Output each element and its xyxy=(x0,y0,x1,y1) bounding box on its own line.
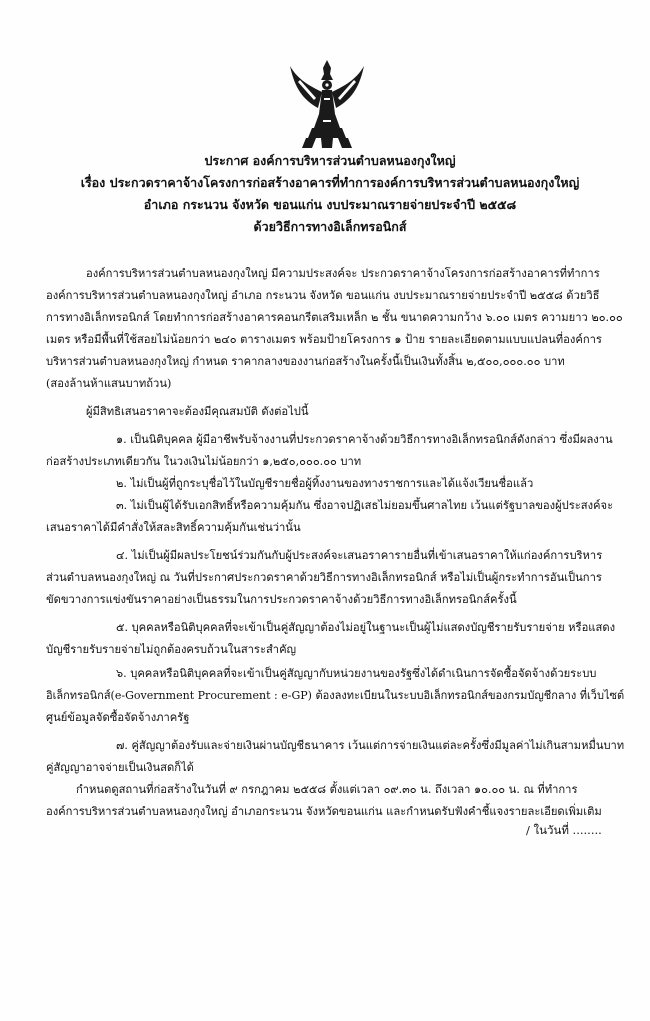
title-line-2: เรื่อง ประกวดราคาจ้างโครงการก่อสร้างอาคารที่ทำการองค์การบริหารส่วนตำบลหนองกุงใหญ่ xyxy=(80,175,580,190)
qualification-item-4-cont: ขัดขวางการแข่งขันราคาอย่างเป็นธรรมในการประกวดราคาจ้างด้วยวิธีการทางอิเล็กทรอนิกส์ครั้งนี้ xyxy=(46,593,517,606)
qualification-item-1-cont: ก่อสร้างประเภทเดียวกัน ในวงเงินไม่น้อยกว่า ๑,๒๕๐,๐๐๐.๐๐ บาท xyxy=(46,455,362,468)
qualifications-heading: ผู้มีสิทธิเสนอราคาจะต้องมีคุณสมบัติ ดังต่อไปนี้ xyxy=(86,405,309,418)
qualification-item-7: ๗. คู่สัญญาต้องรับและจ่ายเงินผ่านบัญชีธนาคาร เว้นแต่การจ่ายเงินแต่ละครั้งซึ่งมีมูลค่าไม่เกินสามหมื่นบาท xyxy=(116,739,625,752)
title-line-3: อำเภอ กระนวน จังหวัด ขอนแก่น งบประมาณรายจ่ายประจำปี ๒๕๕๘ xyxy=(143,197,517,212)
qualification-item-6-cont: ศูนย์ข้อมูลจัดซื้อจัดจ้างภาครัฐ xyxy=(46,711,190,724)
qualification-item-5-cont: บัญชีรายรับรายจ่ายไม่ถูกต้องครบถ้วนในสาระสำคัญ xyxy=(46,643,297,656)
qualification-item-1: ๑. เป็นนิติบุคคล ผู้มีอาชีพรับจ้างงานที่ประกวดราคาจ้างด้วยวิธีการทางอิเล็กทรอนิกส์ดังกล่าว ซึ่งมีผลงาน xyxy=(116,433,613,446)
qualification-item-4: ๔. ไม่เป็นผู้มีผลประโยชน์ร่วมกันกับผู้ประสงค์จะเสนอราคารายอื่นที่เข้าเสนอราคาให้แก่องค์การบริหาร xyxy=(116,549,603,562)
schedule-line: กำหนดดูสถานที่ก่อสร้างในวันที่ ๙ กรกฎาคม ๒๕๕๘ ตั้งแต่เวลา ๐๙.๓๐ น. ถึงเวลา ๑๐.๐๐ น. ณ ที่ทำการ xyxy=(76,783,578,796)
qualification-item-3: ๓. ไม่เป็นผู้ได้รับเอกสิทธิ์หรือความคุ้มกัน ซึ่งอาจปฏิเสธไม่ยอมขึ้นศาลไทย เว้นแต่รัฐบาลของผู้ประสงค์จะ xyxy=(116,499,614,512)
intro-line: บริหารส่วนตำบลหนองกุงใหญ่ กำหนด ราคากลางของงานก่อสร้างในครั้งนี้เป็นเงินทั้งสิ้น ๒,๕๐๐,๐๐๐.๐๐ บาท xyxy=(46,355,565,368)
garuda-emblem-icon xyxy=(288,58,366,150)
schedule-line: องค์การบริหารส่วนตำบลหนองกุงใหญ่ อำเภอกระนวน จังหวัดขอนแก่น และกำหนดรับฟังคำชี้แจงรายละเอียดเพิ่มเติม xyxy=(46,805,602,818)
qualification-item-2: ๒. ไม่เป็นผู้ที่ถูกระบุชื่อไว้ในบัญชีรายชื่อผู้ทิ้งงานของทางราชการและได้แจ้งเวียนชื่อแล้ว xyxy=(116,477,534,490)
qualification-item-7-cont: คู่สัญญาอาจจ่ายเป็นเงินสดก็ได้ xyxy=(46,761,194,774)
intro-line: องค์การบริหารส่วนตำบลหนองกุงใหญ่ อำเภอ กระนวน จังหวัด ขอนแก่น งบประมาณรายจ่ายประจำปี ๒๕๕๘ ด้วยวิธี xyxy=(46,289,600,302)
intro-line: (สองล้านห้าแสนบาทถ้วน) xyxy=(46,377,172,390)
continuation-note: / ในวันที่ ........ xyxy=(526,823,602,837)
intro-line: เมตร หรือมีพื้นที่ใช้สอยไม่น้อยกว่า ๒๔๐ ตารางเมตร พร้อมป้ายโครงการ ๑ ป้าย รายละเอียดตามแบบแปลนที่องค์การ xyxy=(46,333,602,346)
qualification-item-6-cont: อิเล็กทรอนิกส์(e-Government Procurement : e-GP) ต้องลงทะเบียนในระบบอิเล็กทรอนิกส์ของกรมบัญชีกลาง ที่เว็บไซต์ xyxy=(46,689,625,702)
title-line-4: ด้วยวิธีการทางอิเล็กทรอนิกส์ xyxy=(253,219,407,234)
title-line-1: ประกาศ องค์การบริหารส่วนตำบลหนองกุงใหญ่ xyxy=(204,153,456,168)
intro-line: องค์การบริหารส่วนตำบลหนองกุงใหญ่ มีความประสงค์จะ ประกวดราคาจ้างโครงการก่อสร้างอาคารที่ทำการ xyxy=(86,267,600,280)
qualification-item-6: ๖. บุคคลหรือนิติบุคคลที่จะเข้าเป็นคู่สัญญากับหน่วยงานของรัฐซึ่งได้ดำเนินการจัดซื้อจัดจ้างด้วยระบบ xyxy=(116,667,597,680)
qualification-item-4-cont: ส่วนตำบลหนองกุงใหญ่ ณ วันที่ประกาศประกวดราคาด้วยวิธีการทางอิเล็กทรอนิกส์ หรือไม่เป็นผู้กระทำการอันเป็นการ xyxy=(46,571,602,584)
qualification-item-3-cont: เสนอราคาได้มีคำสั่งให้สละสิทธิ์ความคุ้มกันเช่นว่านั้น xyxy=(46,521,301,534)
intro-line: การทางอิเล็กทรอนิกส์ โดยทำการก่อสร้างอาคารคอนกรีตเสริมเหล็ก ๒ ชั้น ขนาดความกว้าง ๖.๐๐ เมตร ความยาว ๒๐.๐๐ xyxy=(46,311,623,324)
qualification-item-5: ๕. บุคคลหรือนิติบุคคลที่จะเข้าเป็นคู่สัญญาต้องไม่อยู่ในฐานะเป็นผู้ไม่แสดงบัญชีรายรับรายจ่าย หรือแสดง xyxy=(116,621,616,634)
